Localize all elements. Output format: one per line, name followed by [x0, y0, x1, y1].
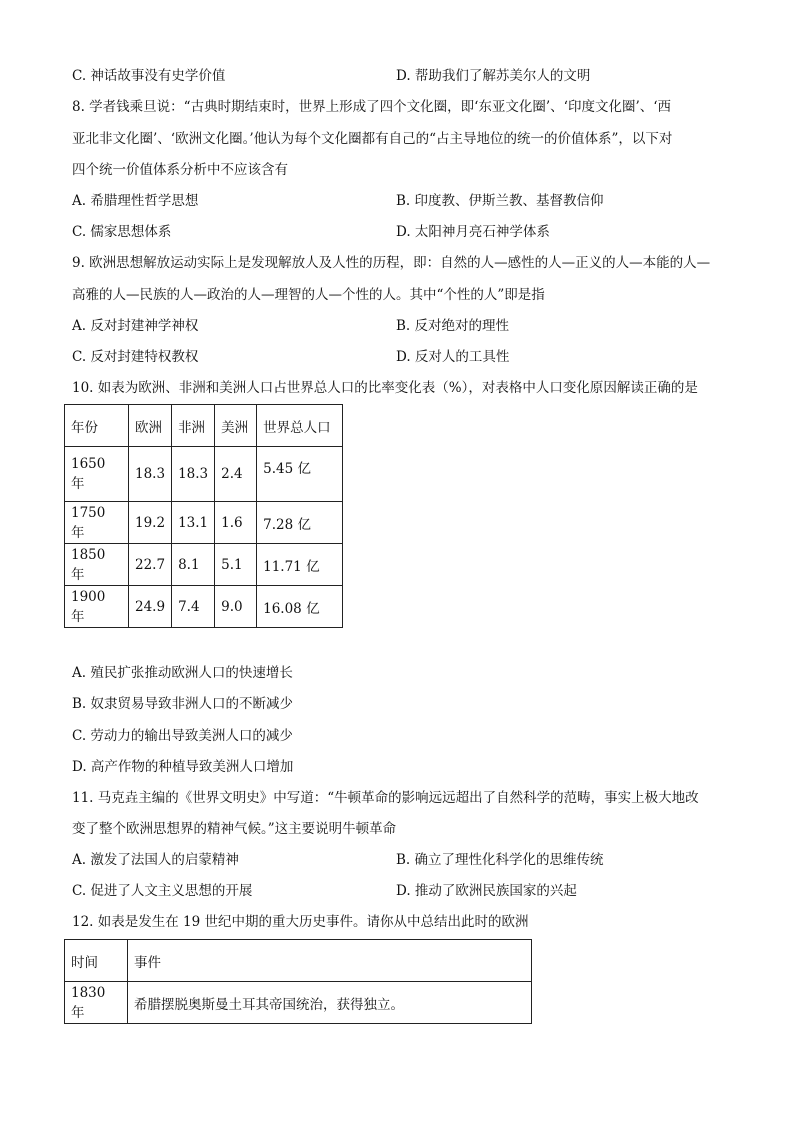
q9-option-a: A. 反对封建神学神权 [72, 318, 199, 334]
table-row [65, 544, 343, 586]
table-header-row [65, 405, 343, 447]
q10-population-table [64, 404, 343, 628]
cell-africa: 8.1 [172, 544, 215, 586]
q8-option-c: C. 儒家思想体系 [72, 224, 172, 240]
q11-stem-line2: 变了整个欧洲思想界的精神气候。”这主要说明牛顿革命 [72, 821, 397, 837]
cell-europe: 24.9 [129, 586, 172, 628]
q11-stem-line1: 11. 马克垚主编的《世界文明史》中写道：“牛顿革命的影响远远超出了自然科学的范畴，事实上极大地改 [72, 790, 699, 806]
cell-africa: 18.3 [172, 447, 215, 502]
q8-option-b: B. 印度教、伊斯兰教、基督教信仰 [396, 193, 604, 209]
cell-america: 5.1 [215, 544, 257, 586]
cell-africa: 7.4 [172, 586, 215, 628]
q7-option-d: D. 帮助我们了解苏美尔人的文明 [396, 68, 591, 84]
header-america: 美洲 [215, 405, 257, 447]
q12-stem: 12. 如表是发生在 19 世纪中期的重大历史事件。请你从中总结出此时的欧洲 [72, 914, 529, 930]
table-header-row [65, 940, 532, 982]
cell-world: 5.45 亿 [257, 447, 343, 502]
q12-events-table [64, 939, 532, 1024]
cell-time: 1830 年 [65, 982, 128, 1024]
q9-option-b: B. 反对绝对的理性 [396, 318, 510, 334]
q8-option-d: D. 太阳神月亮石神学体系 [396, 224, 550, 240]
q8-stem-line1: 8. 学者钱乘旦说：“古典时期结束时，世界上形成了四个文化圈，即‘东亚文化圈’、‘印度文化圈’、‘西 [72, 99, 672, 115]
cell-america: 9.0 [215, 586, 257, 628]
q10-stem: 10. 如表为欧洲、非洲和美洲人口占世界总人口的比率变化表（%），对表格中人口变化原因解读正确的是 [72, 380, 698, 396]
q7-option-c: C. 神话故事没有史学价值 [72, 68, 226, 84]
cell-europe: 19.2 [129, 502, 172, 544]
cell-year: 1650 年 [65, 447, 129, 502]
cell-europe: 22.7 [129, 544, 172, 586]
q11-option-b: B. 确立了理性化科学化的思维传统 [396, 852, 604, 868]
cell-world: 7.28 亿 [257, 502, 343, 544]
cell-event: 希腊摆脱奥斯曼土耳其帝国统治，获得独立。 [128, 982, 532, 1024]
cell-world: 16.08 亿 [257, 586, 343, 628]
table-row [65, 586, 343, 628]
q8-option-a: A. 希腊理性哲学思想 [72, 193, 199, 209]
cell-world: 11.71 亿 [257, 544, 343, 586]
cell-year: 1900 年 [65, 586, 129, 628]
q11-option-a: A. 激发了法国人的启蒙精神 [72, 852, 239, 868]
header-europe: 欧洲 [129, 405, 172, 447]
table-row [65, 502, 343, 544]
header-year: 年份 [65, 405, 129, 447]
header-world-population: 世界总人口 [257, 405, 343, 447]
q8-stem-line3: 四个统一价值体系分析中不应该含有 [72, 162, 288, 178]
cell-america: 2.4 [215, 447, 257, 502]
cell-year: 1850 年 [65, 544, 129, 586]
q9-option-d: D. 反对人的工具性 [396, 349, 510, 365]
q11-option-d: D. 推动了欧洲民族国家的兴起 [396, 883, 577, 899]
cell-year: 1750 年 [65, 502, 129, 544]
q10-option-c: C. 劳动力的输出导致美洲人口的减少 [72, 728, 293, 744]
cell-africa: 13.1 [172, 502, 215, 544]
q9-stem-line1: 9. 欧洲思想解放运动实际上是发现解放人及人性的历程，即：自然的人—感性的人—正义的人—本能的人— [72, 255, 711, 271]
q9-stem-line2: 高雅的人—民族的人—政治的人—理智的人—个性的人。其中“个性的人”即是指 [72, 287, 545, 303]
table-row [65, 447, 343, 502]
q10-option-d: D. 高产作物的种植导致美洲人口增加 [72, 759, 294, 775]
q8-stem-line2: 亚北非文化圈’、‘欧洲文化圈。’他认为每个文化圈都有自己的“占主导地位的统一的价值体系”，以下对 [72, 131, 673, 147]
q11-option-c: C. 促进了人文主义思想的开展 [72, 883, 253, 899]
header-time: 时间 [65, 940, 128, 982]
cell-europe: 18.3 [129, 447, 172, 502]
header-event: 事件 [128, 940, 532, 982]
q10-option-a: A. 殖民扩张推动欧洲人口的快速增长 [72, 665, 293, 681]
q9-option-c: C. 反对封建特权教权 [72, 349, 199, 365]
header-africa: 非洲 [172, 405, 215, 447]
table-row [65, 982, 532, 1024]
q10-option-b: B. 奴隶贸易导致非洲人口的不断减少 [72, 696, 294, 712]
cell-america: 1.6 [215, 502, 257, 544]
